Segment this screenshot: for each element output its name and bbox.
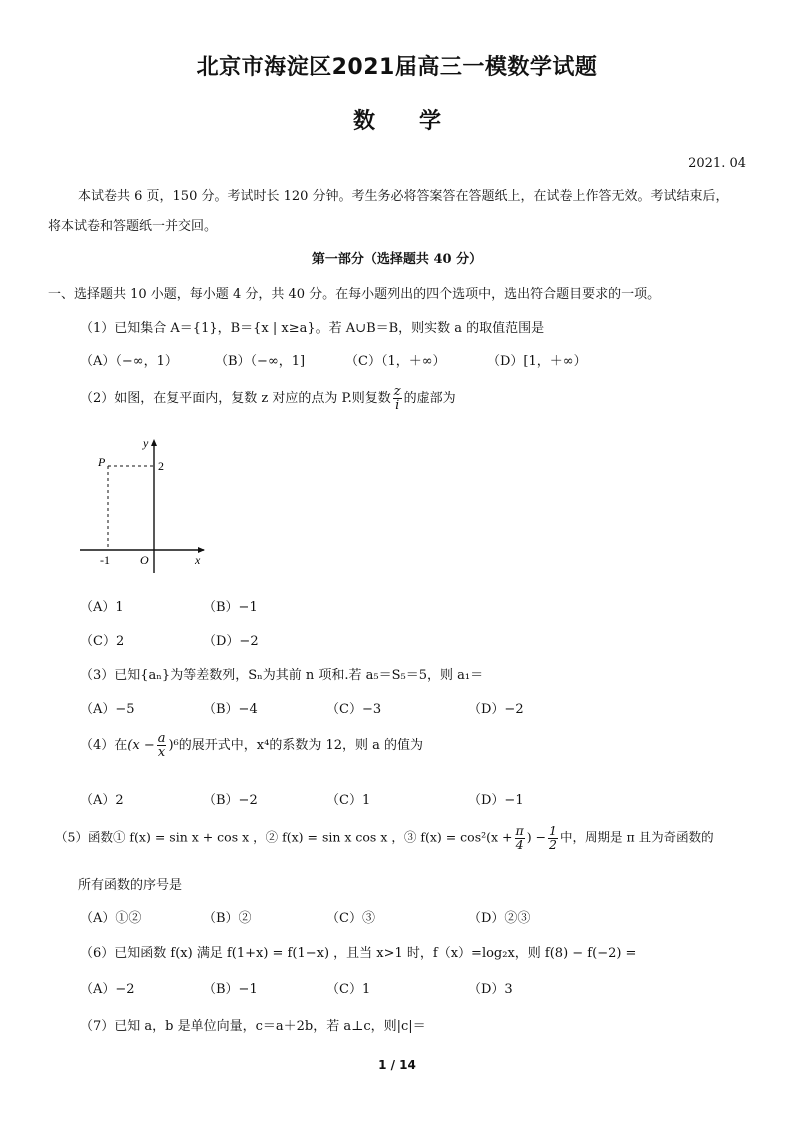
question-5-option-c: （C）③: [326, 911, 375, 926]
question-5-stem: [55, 825, 714, 851]
y-axis-arrow: [151, 439, 157, 446]
question-3-option-b: （B）−4: [203, 702, 258, 717]
question-3-option-a: （A）−5: [80, 702, 135, 717]
question-4-stem: [80, 732, 423, 759]
question-2-option-b: （B）−1: [203, 600, 258, 615]
point-p-label: P: [98, 455, 106, 469]
y-tick-label: 2: [158, 459, 164, 473]
x-tick-label: -1: [100, 553, 110, 567]
question-4-fraction: [157, 732, 167, 759]
question-5-option-b: （B）②: [203, 911, 252, 926]
question-5-option-a: （A）①②: [80, 911, 142, 926]
question-2-option-d: （D）−2: [203, 634, 259, 649]
question-4-stem-pre: （4）在: [80, 738, 128, 753]
question-1-stem: （1）已知集合 A＝{1}，B＝{x | x≥a}。若 A∪B＝B，则实数 a 的取值范围是: [80, 321, 545, 336]
question-2-stem-pre: （2）如图，在复平面内，复数 z 对应的点为 P.则复数: [80, 391, 391, 406]
fraction-denominator: x: [157, 745, 166, 760]
fraction-numerator: a: [157, 731, 166, 746]
question-4-expr-left: (x −: [127, 738, 155, 753]
fraction-numerator: π: [515, 823, 524, 838]
question-3-option-c: （C）−3: [326, 702, 382, 717]
question-6-option-b: （B）−1: [203, 982, 258, 997]
question-3-stem: （3）已知{aₙ}为等差数列，Sₙ为其前 n 项和.若 a₅＝S₅＝5，则 a₁＝: [80, 668, 484, 683]
question-4-option-b: （B）−2: [203, 793, 258, 808]
section-title: 第一部分（选择题共 40 分）: [311, 252, 483, 267]
question-2-option-a: （A）1: [80, 600, 124, 615]
question-4-option-d: （D）−1: [468, 793, 524, 808]
question-5-stem-pre: （5）函数① f(x) = sin x + cos x ，② f(x) = sin x cos x ，③ f(x) = cos²(x +: [55, 829, 513, 845]
question-2-fraction: [393, 385, 402, 412]
fraction-denominator: i: [395, 398, 400, 413]
question-2-stem-post: 的虚部为: [403, 391, 456, 406]
question-7-stem: （7）已知 a，b 是单位向量，c＝a＋2b，若 a⊥c，则|c|＝: [80, 1019, 426, 1034]
fraction-numerator: z: [393, 384, 401, 399]
question-6-option-a: （A）−2: [80, 982, 135, 997]
question-2-option-c: （C）2: [80, 634, 125, 649]
section-description: 一、选择题共 10 小题，每小题 4 分，共 40 分。在每小题列出的四个选项中，选出符合题目要求的一项。: [48, 287, 661, 302]
origin-label: O: [140, 553, 149, 567]
intro-line-1: 本试卷共 6 页，150 分。考试时长 120 分钟。考生务必将答案答在答题纸上，在试卷上作答无效。考试结束后，: [78, 189, 729, 204]
question-5-fraction-pi-4: [515, 825, 525, 851]
page-number: 1 / 14: [378, 1058, 416, 1072]
question-4-stem-post: 的展开式中，x⁴的系数为 12，则 a 的值为: [178, 738, 424, 753]
complex-plane-figure: [78, 433, 218, 573]
question-1-option-d: （D）[1，＋∞）: [487, 354, 587, 369]
exam-title: 北京市海淀区2021届高三一模数学试题: [196, 55, 598, 80]
question-6-option-c: （C）1: [326, 982, 371, 997]
question-1-option-c: （C）（1，＋∞）: [345, 354, 446, 369]
fraction-denominator: 2: [549, 836, 557, 852]
question-6-option-d: （D）3: [468, 982, 513, 997]
question-5-stem-post: 中，周期是 π 且为奇函数的: [560, 829, 714, 845]
fraction-numerator: 1: [549, 823, 557, 838]
x-axis-label: x: [195, 553, 201, 567]
y-axis-label: y: [143, 436, 149, 450]
question-4-option-c: （C）1: [326, 793, 371, 808]
intro-line-2: 将本试卷和答题纸一并交回。: [48, 219, 218, 234]
question-1-option-a: （A）（−∞，1）: [80, 354, 178, 369]
question-3-option-d: （D）−2: [468, 702, 524, 717]
question-2-stem: [80, 385, 456, 412]
question-5-fraction-1-2: [548, 825, 558, 851]
question-1-option-b: （B）（−∞，1]: [215, 354, 306, 369]
fraction-denominator: 4: [515, 836, 524, 852]
question-6-stem: （6）已知函数 f(x) 满足 f(1+x) = f(1−x) ，且当 x>1 时，f（x）=log₂x，则 f(8) − f(−2) =: [80, 946, 637, 961]
question-4-expr-right: )⁶: [168, 738, 179, 753]
exam-subject: 数 学: [352, 109, 441, 134]
question-5-stem-line-2: 所有函数的序号是: [78, 878, 183, 893]
question-4-option-a: （A）2: [80, 793, 124, 808]
question-5-option-d: （D）②③: [468, 911, 531, 926]
exam-date: 2021. 04: [688, 156, 746, 171]
question-5-stem-mid: ) −: [526, 829, 547, 845]
